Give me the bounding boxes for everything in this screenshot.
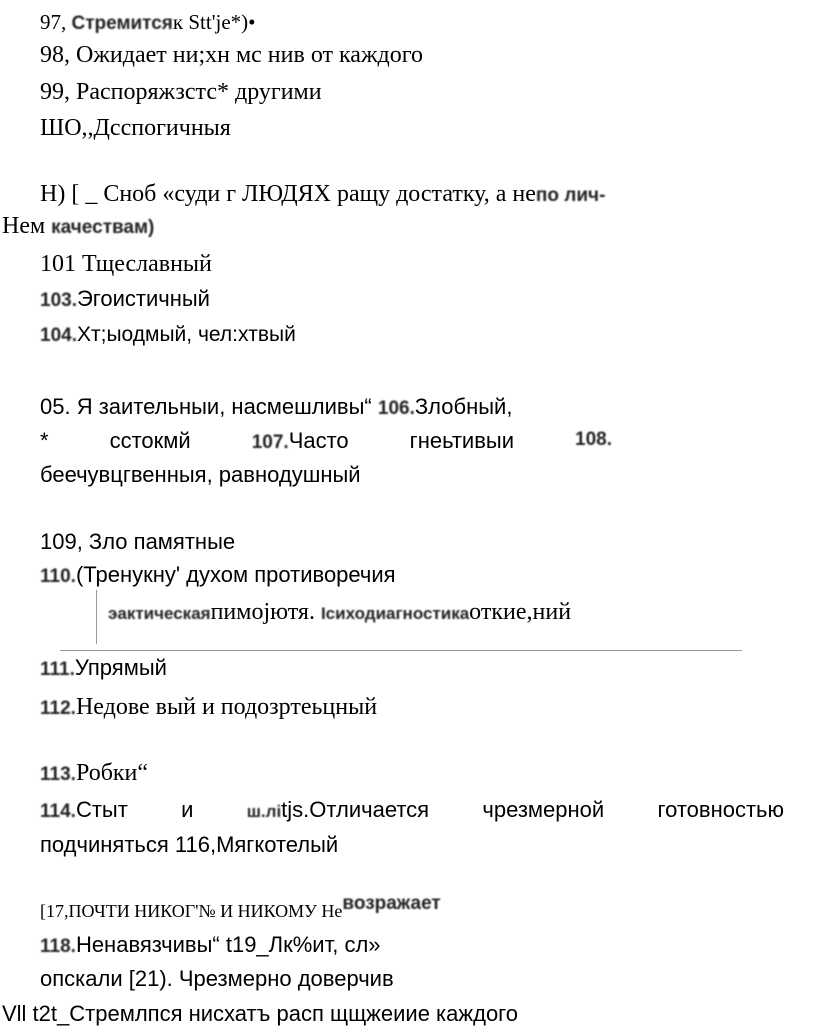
item-107 — [40, 430, 612, 452]
scanned-fragment: Стремится — [71, 13, 173, 34]
item-number: 118. — [40, 936, 76, 957]
item-110 — [40, 564, 396, 586]
item-number: 114. — [40, 801, 76, 822]
item-120: опскали [21). Чрезмерно доверчив — [40, 966, 394, 991]
scanned-fragment: Iсиходиагностика — [320, 604, 470, 623]
scanned-fragment: по лич- — [535, 185, 606, 206]
item-text: Н) [ _ Сноб «суди г ЛЮДЯХ ращу достатку, а не — [40, 181, 536, 207]
item-text: чрезмерной — [482, 797, 605, 822]
item-number: 107. — [251, 432, 289, 453]
item-text: пимојютя. — [210, 599, 315, 625]
item-text: откие,ний — [469, 599, 572, 625]
scanned-fragment: качествам) — [51, 217, 155, 238]
item-104 — [40, 324, 296, 345]
item-text: Нем — [2, 213, 46, 239]
item-text: Хт;ыодмый, чел:хтвый — [76, 323, 296, 346]
item-text: Ненавязчивы“ t19_Лк%ит, сл» — [75, 932, 381, 957]
item-text: tjs.Отличается — [281, 797, 430, 822]
item-99: 99, Распоряжзстс* другими — [40, 79, 322, 105]
item-text: гнеьтивыи — [409, 428, 514, 453]
item-number: 110. — [40, 566, 76, 587]
scanned-header-line — [108, 600, 571, 624]
item-113 — [40, 761, 148, 785]
item-101: 101 Тщеславный — [40, 251, 212, 277]
item-105 — [40, 396, 512, 418]
horizontal-rule — [60, 650, 742, 651]
item-114 — [40, 799, 784, 821]
item-number: 112. — [40, 698, 76, 719]
item-text: Эгоистичный — [76, 286, 210, 311]
item-118 — [40, 934, 381, 956]
item-98: 98, Ожидает ни;хн мс нив от каждого — [40, 42, 423, 68]
item-number: 113. — [40, 764, 76, 785]
item-snob-continued — [2, 214, 154, 238]
item-108: беечувцгвенныя, равнодушный — [40, 462, 361, 487]
item-112 — [40, 695, 377, 719]
item-109: 109, Зло памятные — [40, 529, 236, 554]
item-number: 106. — [377, 398, 415, 419]
item-117 — [40, 893, 441, 921]
item-114-continued: подчиняться 116,Мягкотелый — [40, 832, 339, 857]
item-text: (Тренукну' духом противоречия — [75, 562, 396, 587]
item-text: и — [181, 797, 194, 822]
item-text: Робки“ — [75, 760, 149, 786]
item-text: Стыт — [75, 797, 128, 822]
item-text: готовностью — [657, 797, 784, 822]
item-111 — [40, 657, 167, 679]
item-text: Часто — [288, 428, 349, 453]
item-97 — [40, 12, 256, 33]
bullet: * — [40, 428, 49, 453]
scanned-fragment: эактическая — [108, 604, 211, 623]
item-text: к Stt'je*)• — [172, 10, 256, 34]
scanned-fragment: возражает — [342, 893, 441, 914]
item-number: 111. — [40, 659, 75, 680]
item-number: 104. — [40, 325, 77, 346]
item-text: Недове вый и подозртеьцный — [75, 694, 378, 720]
item-number: 103. — [40, 290, 77, 311]
item-number: 108. — [575, 429, 612, 450]
item-number: 97, — [40, 10, 67, 34]
item-100: ШО,,Дсспогичныя — [40, 115, 231, 141]
item-text: 05. Я заительныи, насмешливы“ — [40, 394, 372, 419]
item-text: сстокмй — [109, 428, 191, 453]
item-snob — [40, 182, 605, 206]
item-103 — [40, 288, 210, 310]
item-text: Злобный, — [414, 394, 513, 419]
scanned-fragment: ш.лі — [246, 802, 282, 821]
item-122: Vll t2t_Стремлпся нисхатъ расп щщжеиие каждого — [2, 1001, 518, 1026]
item-text: Упрямый — [74, 655, 167, 680]
item-text: [17,ПОЧТИ НИКОГ'№ И НИКОМУ Не — [40, 901, 343, 921]
vertical-rule — [96, 590, 97, 644]
